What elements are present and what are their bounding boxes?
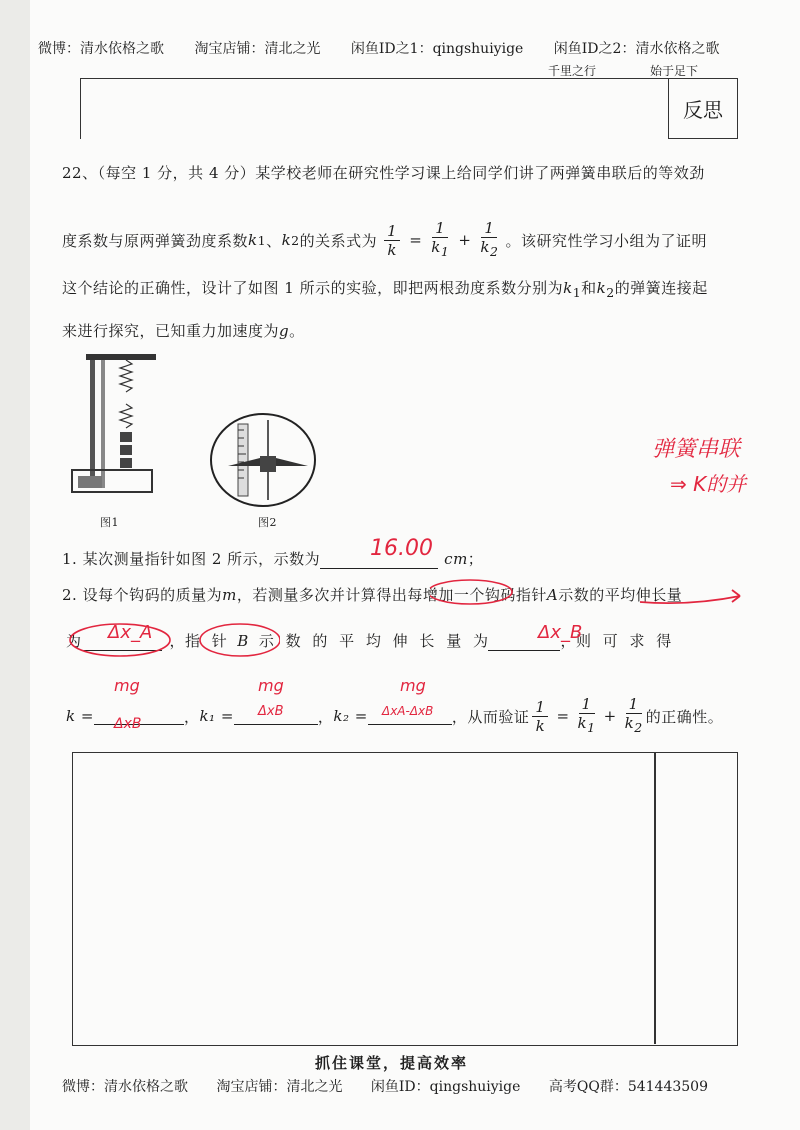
reflect-column-divider xyxy=(654,752,656,1044)
answer-k-denominator: ΔxB xyxy=(114,716,142,732)
page-binding-edge xyxy=(0,0,31,1130)
header-weibo: 微博：清水依格之歌 xyxy=(38,41,164,57)
sub-question-2-line-3: k = ， k₁ = ， k₂ = ，从而验证 $\frac{1}{k}$ = $\frac{1}{k_1}$ + $\frac{1}{k_2}$ 的正确性。 xyxy=(66,695,724,735)
top-answer-box xyxy=(80,78,738,139)
sub-question-2-line-2: 为 ，指 针 B 示 数 的 平 均 伸 长 量 为 ，则 可 求 得 xyxy=(66,632,672,650)
figure-1-label: 图1 xyxy=(100,516,119,529)
verify-formula: $\frac{1}{k}$ = $\frac{1}{k_1}$ + $\frac{1}{k_2}$ xyxy=(529,695,645,737)
question-line-4: 来进行探究，已知重力加速度为g。 xyxy=(62,322,305,340)
sub-question-2-line-1: 2. 设每个钩码的质量为m，若测量多次并计算得出每增加一个钩码指针A示数的平均伸长量 xyxy=(62,586,683,604)
footer-weibo: 微博：清水依格之歌 xyxy=(62,1079,188,1095)
page-footer xyxy=(62,1076,732,1096)
answer-delta-xB: Δx_B xyxy=(538,622,583,643)
answer-k-numerator: mg xyxy=(114,676,140,695)
answer-k1-denominator: ΔxB xyxy=(258,704,284,719)
reflect-label: 反思 xyxy=(668,78,737,139)
question-number: 22、 xyxy=(62,164,98,182)
margin-note-parallel: ⇒ K的并 xyxy=(670,472,747,496)
page-header xyxy=(38,38,745,58)
question-line-2: 度系数与原两弹簧劲度系数 k 1 、 k 2 的关系式为 $\frac{1}{k}$ = $\frac{1}{k_1}$ + $\frac{1}{k_2}$ 。该研究性学习小组为了证明 xyxy=(62,219,707,259)
bottom-answer-box xyxy=(72,752,738,1046)
handwritten-circles xyxy=(60,620,280,666)
header-motto-right: 始于足下 xyxy=(650,64,699,78)
header-xianyu-1: 闲鱼ID之1：qingshuiyige xyxy=(350,41,524,57)
figure-2-scale-reading xyxy=(208,410,318,510)
answer-reading: 16.00 xyxy=(370,536,433,561)
sub-question-1: 1. 某次测量指针如图 2 所示，示数为 cm； xyxy=(62,550,484,568)
header-motto-left: 千里之行 xyxy=(548,64,597,78)
series-formula: $\frac{1}{k}$ = $\frac{1}{k_1}$ + $\frac{1}{k_2}$ xyxy=(381,219,501,261)
question-line-1: 22、（每空 1 分，共 4 分）某学校老师在研究性学习课上给同学们讲了两弹簧串联后的等效劲 xyxy=(62,164,705,182)
header-xianyu-2: 闲鱼ID之2：清水依格之歌 xyxy=(553,41,720,57)
answer-delta-xA: Δx_A xyxy=(108,622,153,643)
footer-xianyu: 闲鱼ID：qingshuiyige xyxy=(370,1079,521,1095)
answer-k2-numerator: mg xyxy=(400,676,426,695)
footer-qq-group: 高考QQ群：541443509 xyxy=(548,1079,708,1095)
figure-1-spring-apparatus xyxy=(66,352,166,512)
header-taobao: 淘宝店铺：清北之光 xyxy=(194,41,321,57)
handwritten-underline-marks xyxy=(430,572,750,612)
footer-slogan: 抓住课堂，提高效率 xyxy=(315,1054,469,1072)
margin-note-series: 弹簧串联 xyxy=(652,437,741,462)
question-line-3: 这个结论的正确性，设计了如图 1 所示的实验，即把两根劲度系数分别为$k_1$和$k_2$的弹簧连接起 xyxy=(62,279,708,300)
answer-k1-numerator: mg xyxy=(258,676,284,695)
question-points: （每空 1 分，共 4 分） xyxy=(97,164,256,182)
footer-taobao: 淘宝店铺：清北之光 xyxy=(216,1079,343,1095)
figure-2-label: 图2 xyxy=(258,516,277,529)
answer-k2-denominator: ΔxA-ΔxB xyxy=(382,704,434,718)
